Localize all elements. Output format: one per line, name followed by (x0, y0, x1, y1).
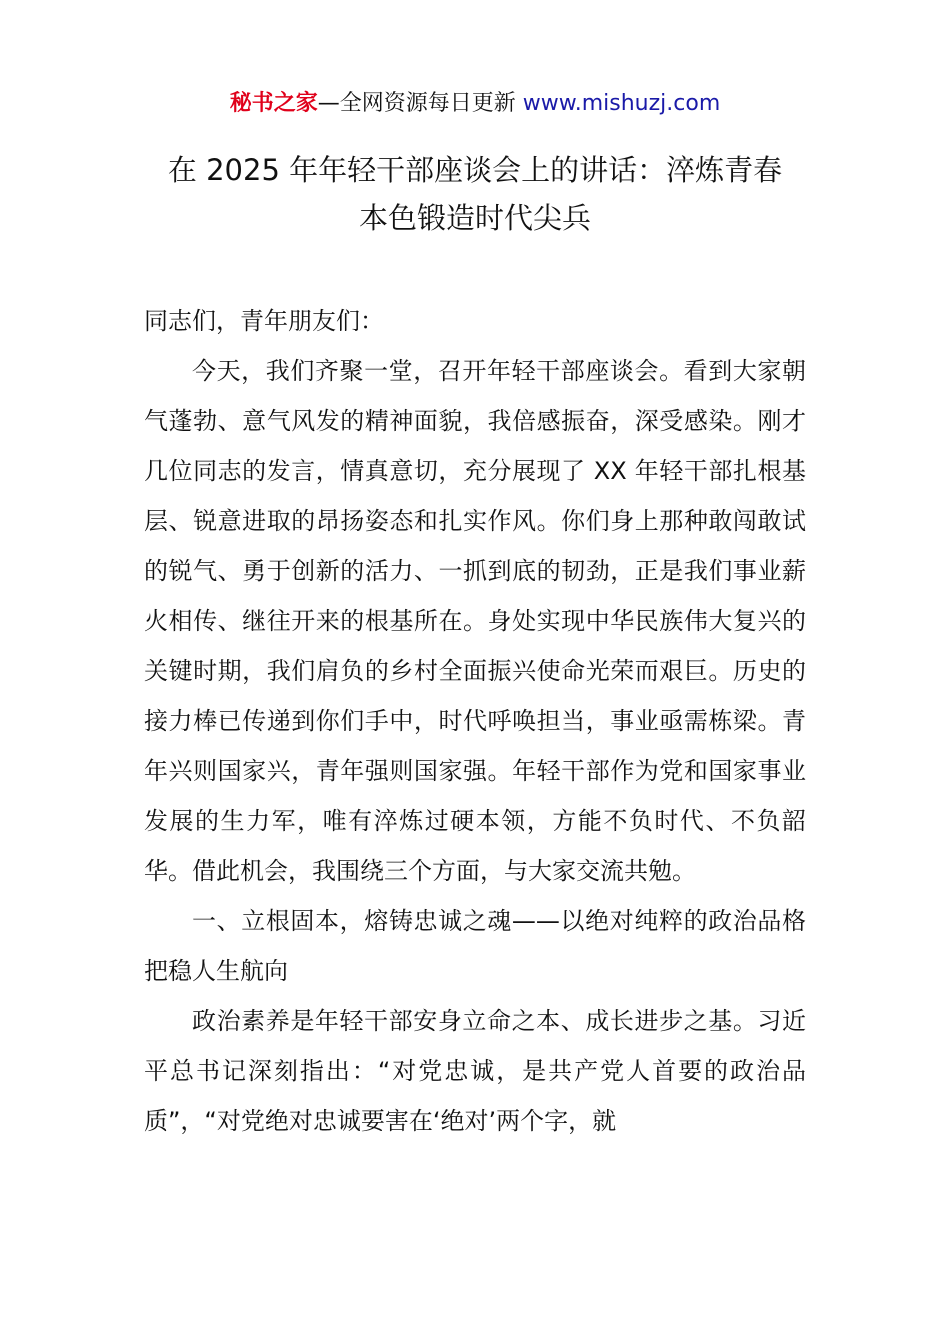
paragraph-political: 政治素养是年轻干部安身立命之本、成长进步之基。习近平总书记深刻指出：“对党忠诚，是共产党人首要的政治品质”，“对党绝对忠诚要害在‘绝对’两个字，就 (144, 1007, 806, 1135)
document-title (120, 146, 830, 242)
site-header (0, 86, 950, 122)
document-body (144, 296, 806, 1146)
salutation: 同志们，青年朋友们： (144, 307, 384, 335)
section-heading-1: 一、立根固本，熔铸忠诚之魂——以绝对纯粹的政治品格把稳人生航向 (144, 907, 806, 985)
site-brand: 秘书之家 (229, 91, 318, 116)
site-tagline: —全网资源每日更新 (317, 91, 523, 116)
title-line-2: 本色锻造时代尖兵 (358, 201, 591, 235)
site-url-link[interactable]: www.mishuzj.com (522, 91, 721, 116)
title-line-1: 在 2025 年年轻干部座谈会上的讲话：淬炼青春 (167, 153, 783, 187)
paragraph-opening: 今天，我们齐聚一堂，召开年轻干部座谈会。看到大家朝气蓬勃、意气风发的精神面貌，我倍感振奋，深受感染。刚才几位同志的发言，情真意切，充分展现了 XX 年轻干部扎根基层、锐意进取的昂扬姿态和扎实作风。你们身上那种敢闯敢试的锐气、勇于创新的活力、一抓到底的韧劲，正是我们事业薪火相传、继往开来的根基所在。身处实现中华民族伟大复兴的关键时期，我们肩负的乡村全面振兴使命光荣而艰巨。历史的接力棒已传递到你们手中，时代呼唤担当，事业亟需栋梁。青年兴则国家兴，青年强则国家强。年轻干部作为党和国家事业发展的生力军，唯有淬炼过硬本领，方能不负时代、不负韶华。借此机会，我围绕三个方面，与大家交流共勉。 (144, 357, 806, 885)
